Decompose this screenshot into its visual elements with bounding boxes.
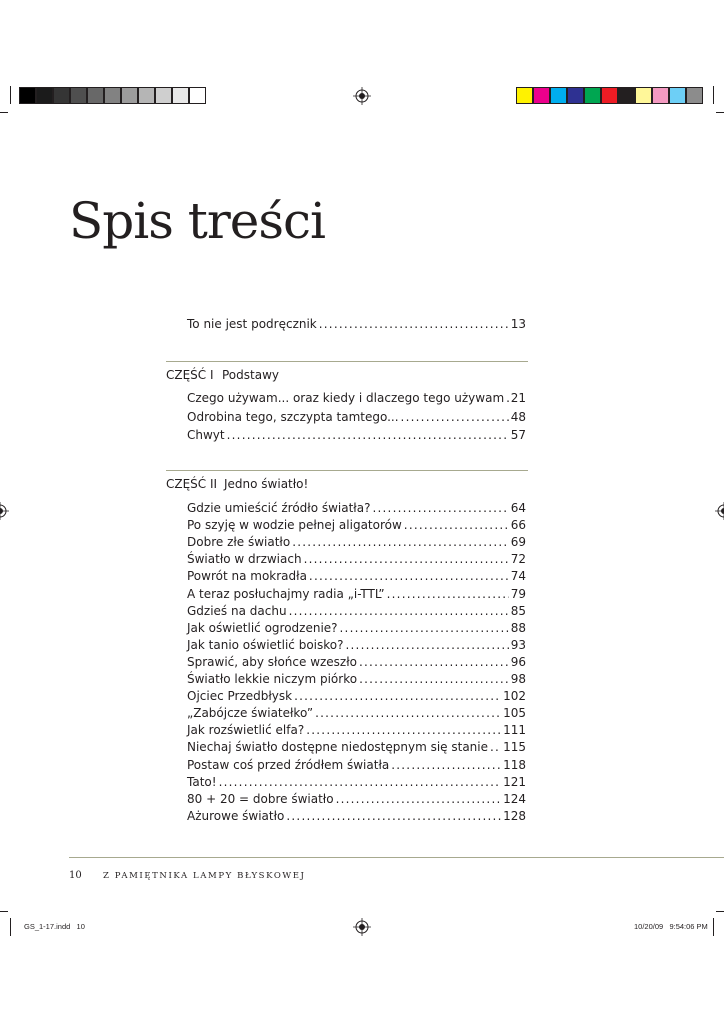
- color-swatch: [652, 87, 669, 104]
- crop-mark-bottom-left: [10, 918, 11, 936]
- toc-entry: [187, 706, 526, 721]
- color-swatch: [36, 87, 53, 104]
- color-swatch: [87, 87, 104, 104]
- part-heading: [166, 368, 279, 383]
- toc-entry-label: To nie jest podręcznik: [187, 317, 317, 331]
- toc-entry: [187, 535, 526, 550]
- toc-entry-label: Jak tanio oświetlić boisko?: [187, 637, 344, 652]
- toc-entry-label: Odrobina tego, szczypta tamtego...: [187, 409, 399, 424]
- toc-entry-label: Światło w drzwiach: [187, 552, 302, 567]
- color-swatch: [70, 87, 87, 104]
- toc-entry: [187, 723, 526, 738]
- toc-entry-label: Niechaj światło dostępne niedostępnym się stanie: [187, 740, 489, 755]
- toc-entry: [187, 689, 526, 704]
- toc-leader-dots: [506, 391, 509, 406]
- registration-mark-top-icon: [353, 87, 371, 105]
- part-name: Jedno światło!: [224, 477, 309, 491]
- toc-entry-page: 124: [503, 791, 526, 806]
- part-heading: [166, 477, 308, 492]
- color-swatch: [567, 87, 584, 104]
- toc-entry: [187, 621, 526, 636]
- color-swatch: [189, 87, 206, 104]
- toc-entry-page: 128: [503, 808, 526, 823]
- toc-entry: [187, 501, 526, 516]
- toc-entry-page: 105: [503, 706, 526, 721]
- toc-entry-label: Po szyję w wodzie pełnej aligatorów: [187, 518, 402, 533]
- toc-entry-page: 13: [510, 317, 526, 331]
- toc-entry-page: 96: [510, 654, 526, 669]
- toc-entry: [187, 758, 526, 773]
- toc-entry-page: 85: [510, 603, 526, 618]
- toc-entry: [187, 587, 526, 602]
- toc-entry: [187, 775, 526, 790]
- toc-leader-dots: [490, 740, 501, 755]
- toc-leader-dots: [227, 428, 509, 443]
- color-swatch: [601, 87, 618, 104]
- color-swatch: [686, 87, 703, 104]
- toc-entry-label: Chwyt: [187, 428, 225, 442]
- registration-mark-bottom-icon: [353, 918, 371, 936]
- toc-entry-page: 21: [510, 391, 526, 405]
- toc-entry-page: 69: [510, 535, 526, 550]
- registration-mark-left-icon: [0, 502, 9, 520]
- toc-leader-dots: [289, 604, 509, 619]
- toc-entry-page: 98: [510, 672, 526, 686]
- toc-leader-dots: [336, 792, 502, 807]
- color-bar: [516, 87, 703, 105]
- crop-mark-top-right: [713, 86, 714, 104]
- toc-entry-label: Ojciec Przedbłysk: [187, 689, 293, 704]
- color-swatch: [172, 87, 189, 104]
- toc-entry-label: Gdzie umieścić źródło światła?: [187, 501, 371, 515]
- color-swatch: [533, 87, 550, 104]
- toc-entry-page: 72: [510, 552, 526, 567]
- part-divider: [166, 361, 528, 362]
- part-number: CZĘŚĆ II: [166, 477, 218, 491]
- footer-divider: [69, 857, 724, 858]
- toc-entry: [187, 740, 526, 755]
- crop-mark-bottom-right-h: [716, 911, 724, 912]
- toc-entry-label: Dobre złe światło: [187, 535, 291, 550]
- toc-entry-label: „Zabójcze światełko”: [187, 706, 314, 721]
- color-swatch: [635, 87, 652, 104]
- toc-entry-label: Tato!: [187, 774, 217, 789]
- toc-leader-dots: [309, 569, 509, 584]
- toc-entry: [187, 638, 526, 653]
- crop-mark-top-left-h: [0, 112, 8, 113]
- toc-entry-page: 111: [503, 723, 526, 738]
- toc-entry: [187, 792, 526, 807]
- part-number: CZĘŚĆ I: [166, 368, 214, 382]
- toc-entry-page: 57: [510, 428, 526, 442]
- footer-running-title: Z PAMIĘTNIKA LAMPY BŁYSKOWEJ: [103, 871, 306, 881]
- toc-entry-page: 88: [510, 620, 526, 635]
- crop-mark-top-left: [10, 86, 11, 104]
- crop-mark-bottom-left-h: [0, 911, 8, 912]
- toc-entry-label: Światło lekkie niczym piórko: [187, 672, 358, 686]
- slug-timestamp: 10/20/09 9:54:06 PM: [634, 922, 708, 931]
- toc-leader-dots: [401, 410, 509, 425]
- toc-entry: [187, 518, 526, 533]
- toc-leader-dots: [319, 317, 509, 332]
- toc-entry-page: 115: [503, 740, 526, 755]
- footer-page-number: 10: [69, 870, 82, 881]
- toc-entry-label: Powrót na mokradła: [187, 569, 307, 584]
- color-swatch: [584, 87, 601, 104]
- color-swatch: [618, 87, 635, 104]
- toc-entry: [187, 569, 526, 584]
- toc-entry: [187, 391, 526, 406]
- color-swatch: [138, 87, 155, 104]
- crop-mark-bottom-right: [713, 918, 714, 936]
- toc-leader-dots: [346, 638, 509, 653]
- toc-leader-dots: [315, 706, 501, 721]
- toc-entry: [187, 552, 526, 567]
- toc-leader-dots: [387, 587, 509, 602]
- toc-leader-dots: [372, 501, 508, 516]
- registration-mark-right-icon: [715, 502, 724, 520]
- toc-entry-label: Jak oświetlić ogrodzenie?: [187, 620, 338, 635]
- crop-mark-top-right-h: [716, 112, 724, 113]
- color-swatch: [121, 87, 138, 104]
- toc-entry-page: 118: [503, 757, 526, 772]
- toc-entry: [187, 410, 526, 425]
- toc-leader-dots: [219, 775, 502, 790]
- toc-leader-dots: [294, 689, 501, 704]
- toc-entry-label: Ażurowe światło: [187, 808, 285, 823]
- toc-entry-label: A teraz posłuchajmy radia „i-TTL”: [187, 586, 385, 601]
- toc-entry-page: 64: [510, 501, 526, 515]
- toc-entry-page: 102: [503, 689, 526, 704]
- toc-entry-label: Czego używam... oraz kiedy i dlaczego tego używam: [187, 391, 505, 405]
- toc-entry-page: 121: [503, 774, 526, 789]
- part-name: Podstawy: [222, 368, 279, 382]
- toc-entry-label: Sprawić, aby słońce wzeszło: [187, 654, 357, 669]
- toc-entry: [187, 428, 526, 443]
- color-swatch: [550, 87, 567, 104]
- toc-leader-dots: [304, 552, 509, 567]
- toc-leader-dots: [359, 672, 509, 687]
- color-swatch: [669, 87, 686, 104]
- toc-entry: [187, 809, 526, 824]
- toc-leader-dots: [292, 535, 509, 550]
- color-swatch: [155, 87, 172, 104]
- toc-entry: [187, 655, 526, 670]
- grayscale-bar: [19, 87, 206, 105]
- slug-file-name: GS_1-17.indd 10: [24, 922, 85, 931]
- toc-leader-dots: [359, 655, 509, 670]
- toc-entry-page: 93: [510, 637, 526, 652]
- toc-leader-dots: [340, 621, 509, 636]
- toc-entry-label: Postaw coś przed źródłem światła: [187, 757, 390, 772]
- toc-leader-dots: [391, 758, 501, 773]
- toc-entry-label: Gdzieś na dachu: [187, 603, 287, 618]
- toc-entry: [187, 317, 526, 332]
- toc-entry-page: 66: [510, 518, 526, 533]
- toc-entry: [187, 672, 526, 687]
- color-swatch: [19, 87, 36, 104]
- toc-leader-dots: [306, 723, 501, 738]
- toc-entry: [187, 604, 526, 619]
- part-divider: [166, 470, 528, 471]
- page-title: Spis treści: [69, 192, 326, 250]
- toc-entry-page: 74: [510, 569, 526, 584]
- toc-entry-page: 79: [510, 586, 526, 601]
- toc-entry-label: Jak rozświetlić elfa?: [187, 723, 305, 738]
- toc-entry-page: 48: [510, 409, 526, 424]
- toc-leader-dots: [404, 518, 509, 533]
- toc-leader-dots: [286, 809, 501, 824]
- color-swatch: [53, 87, 70, 104]
- toc-entry-label: 80 + 20 = dobre światło: [187, 791, 334, 806]
- color-swatch: [516, 87, 533, 104]
- color-swatch: [104, 87, 121, 104]
